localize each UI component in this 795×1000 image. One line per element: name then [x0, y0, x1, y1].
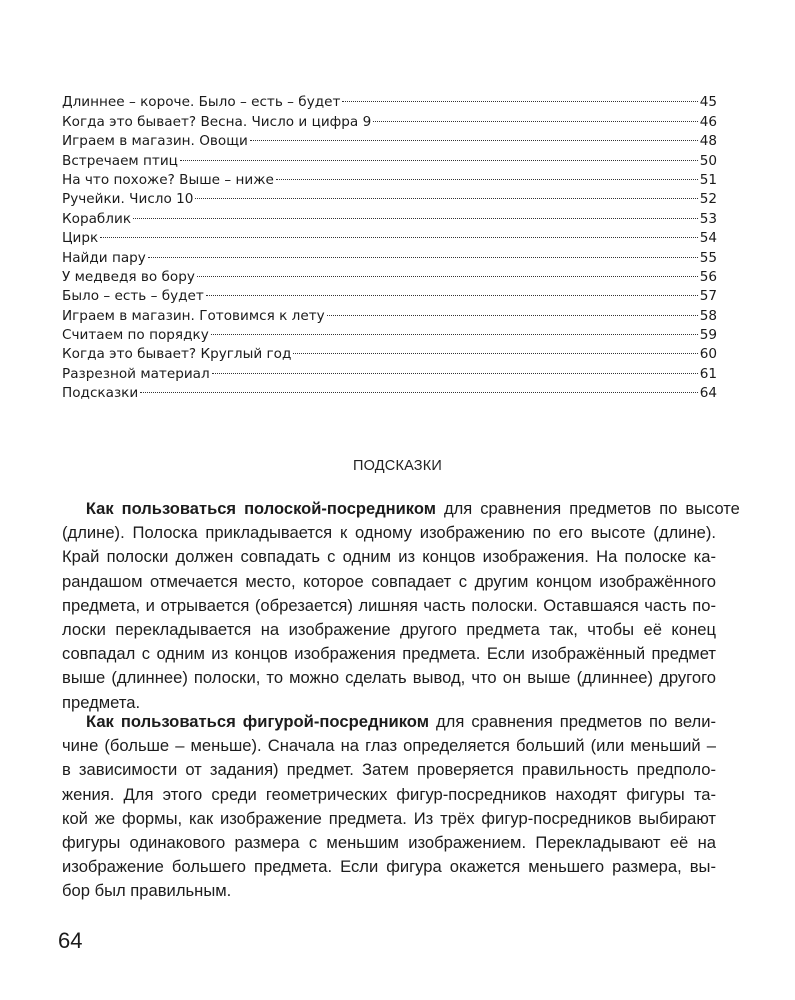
paragraph-line: лоски перекладывается на изображение другого предмета так, чтобы её конец — [62, 619, 716, 639]
paragraph-line: (длине). Полоска прикладывается к одному изображению по его высоте (длине). — [62, 523, 716, 543]
toc-entry-page: 51 — [699, 171, 717, 188]
toc-dot-leader — [133, 203, 698, 222]
paragraph-line: предмета, и отрывается (обрезается) лишняя часть полоски. Оставшаяся часть по- — [62, 595, 716, 615]
paragraph-line: Как пользоваться фигурой-посредником для сравнения предметов по вели- — [86, 712, 716, 731]
paragraph-line: изображение большего предмета. Если фигура окажется меньшего размера, вы- — [62, 857, 716, 877]
paragraph-line: совпадал с одним из концов изображения предмета. Если изображённый предмет — [62, 644, 716, 664]
paragraph-line: в зависимости от задания) предмет. Затем проверяется правильность предполо- — [62, 760, 716, 780]
toc-entry[interactable] — [62, 203, 717, 227]
toc-entry-title: Считаем по порядку — [62, 327, 209, 344]
toc-dot-leader — [140, 378, 697, 397]
toc-dot-leader — [206, 281, 698, 300]
toc-entry-title: Когда это бывает? Круглый год — [62, 346, 292, 363]
toc-entry-page: 46 — [699, 113, 717, 130]
paragraph-line: рандашом отмечается место, которое совпадает с другим концом изображённого — [62, 571, 716, 591]
toc-dot-leader — [373, 106, 697, 125]
toc-dot-leader — [148, 242, 698, 261]
paragraph-line: кой же формы, как изображение предмета. Из трёх фигур-посредников выбирают — [62, 808, 716, 828]
toc-entry-page: 55 — [699, 249, 717, 266]
paragraph-bold-lead: Как пользоваться полоской-посредником — [85, 499, 436, 518]
toc-entry-title: Цирк — [62, 230, 99, 247]
toc-entry-title: Ручейки. Число 10 — [62, 191, 194, 208]
toc-entry-title: Когда это бывает? Весна. Число и цифра 9 — [62, 113, 372, 130]
toc-entry-page: 50 — [699, 152, 717, 169]
toc-dot-leader — [197, 262, 698, 281]
paragraph-line: выше (длиннее) полоски, то можно сделать вывод, что он выше (длиннее) другого — [62, 668, 716, 688]
toc-entry-title: У медведя во бору — [62, 268, 195, 285]
toc-dot-leader — [211, 320, 698, 339]
toc-entry-page: 61 — [699, 365, 717, 382]
toc-dot-leader — [293, 339, 697, 358]
paragraph-line: предмета. — [62, 692, 141, 712]
toc-entry-page: 54 — [699, 230, 717, 247]
paragraph-line: Как пользоваться полоской-посредником для сравнения предметов по высоте — [85, 499, 740, 518]
toc-entry-page: 52 — [699, 191, 717, 208]
toc-entry-page: 53 — [699, 210, 717, 227]
toc-entry-title: Играем в магазин. Готовимся к лету — [62, 307, 325, 324]
toc-entry-page: 59 — [699, 327, 717, 344]
toc-dot-leader — [250, 126, 698, 145]
toc-entry-title: На что похоже? Выше – ниже — [62, 171, 274, 188]
paragraph-line: чине (больше – меньше). Сначала на глаз определяется больший (или меньший – — [62, 736, 716, 756]
toc-entry[interactable] — [62, 87, 717, 111]
toc-entry-page: 64 — [699, 385, 717, 402]
toc-entry-title: Длиннее – короче. Было – есть – будет — [62, 94, 341, 111]
toc-dot-leader — [327, 300, 698, 319]
toc-entry[interactable] — [62, 223, 717, 247]
toc-dot-leader — [180, 145, 698, 164]
toc-entry-page: 57 — [699, 288, 717, 305]
paragraph-bold-lead: Как пользоваться фигурой-посредником — [86, 712, 429, 731]
hint-paragraph-figure — [62, 710, 716, 904]
toc-entry-title: Было – есть – будет — [62, 288, 204, 305]
toc-entry[interactable] — [62, 242, 717, 266]
table-of-contents — [62, 87, 717, 402]
toc-dot-leader — [342, 87, 697, 106]
paragraph-line: жения. Для этого среди геометрических фигур-посредников находят фигуры та- — [62, 784, 716, 804]
toc-dot-leader — [276, 165, 698, 184]
toc-entry[interactable] — [62, 378, 717, 402]
toc-dot-leader — [100, 223, 697, 242]
toc-entry-page: 60 — [699, 346, 717, 363]
toc-entry-title: Встречаем птиц — [62, 152, 178, 169]
section-heading: ПОДСКАЗКИ — [352, 458, 443, 474]
toc-entry-title: Разрезной материал — [62, 365, 210, 382]
toc-entry-title: Подсказки — [62, 385, 139, 402]
hint-paragraph-strip — [62, 497, 740, 715]
toc-entry-title: Играем в магазин. Овощи — [62, 133, 248, 150]
paragraph-line: Край полоски должен совпадать с одним из концов изображения. На полоске ка- — [62, 547, 716, 567]
toc-entry-title: Кораблик — [62, 210, 132, 227]
toc-dot-leader — [212, 358, 698, 377]
toc-dot-leader — [195, 184, 697, 203]
paragraph-line: фигуры одинакового размера с меньшим изображением. Перекладывают её на — [62, 832, 716, 852]
toc-entry-page: 56 — [699, 268, 717, 285]
toc-entry-page: 48 — [699, 133, 717, 150]
page-number: 64 — [58, 928, 83, 953]
toc-entry-page: 58 — [699, 307, 717, 324]
toc-entry-page: 45 — [699, 94, 717, 111]
toc-entry-title: Найди пару — [62, 249, 146, 266]
toc-entry[interactable] — [62, 262, 717, 285]
paragraph-line: бор был правильным. — [62, 881, 232, 901]
